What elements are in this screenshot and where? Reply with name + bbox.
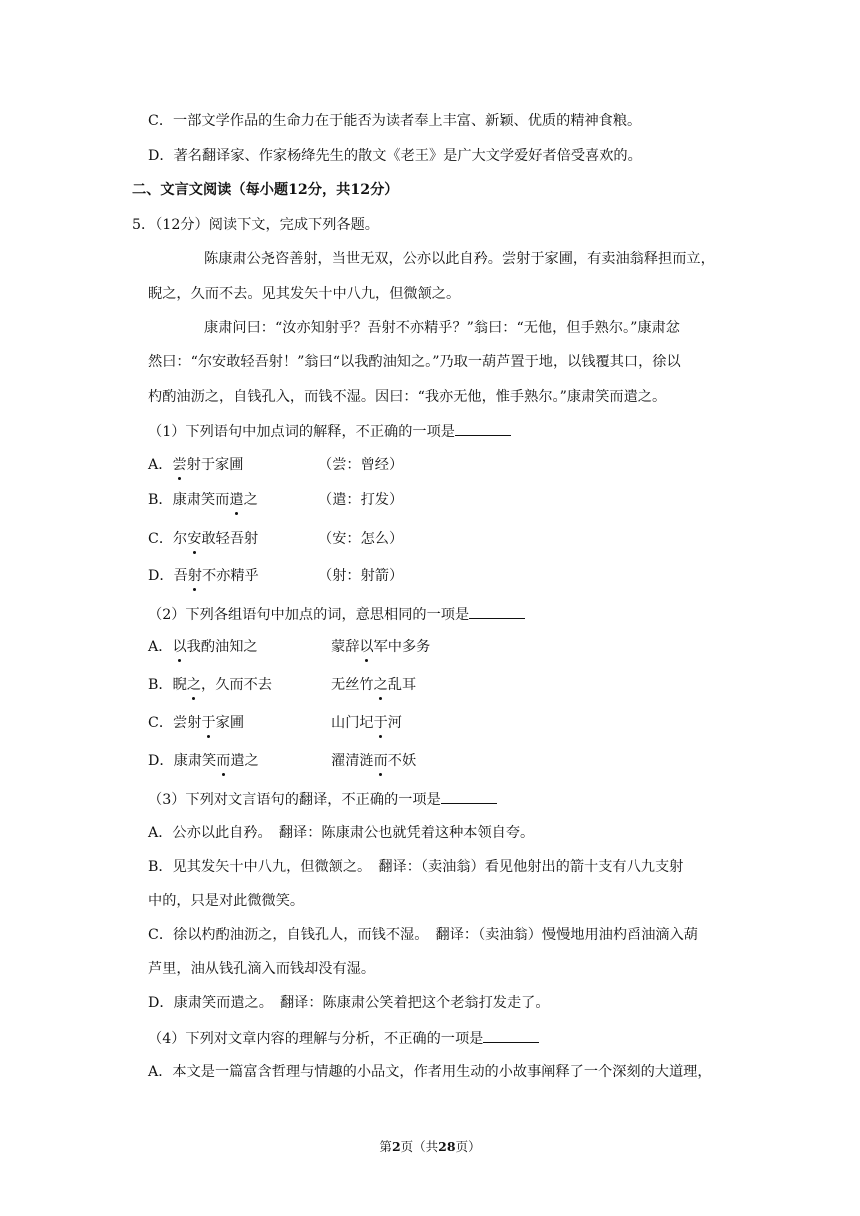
passage-p1-line2: 睨之，久而不去。见其发矢十中八九，但微颔之。: [148, 286, 461, 302]
option-text: 敢轻吾射: [201, 531, 259, 547]
q3-option-c-line2: 芦里，油从钱孔滴入而钱却没有湿。: [148, 961, 376, 977]
q1-option-d: [148, 566, 259, 586]
option-prefix: A．: [148, 639, 173, 655]
subquestion-2: [148, 604, 525, 625]
option-prefix: C．尝射: [148, 715, 202, 731]
option-text: 我酌油知之: [186, 639, 258, 655]
q2-option-c-left: [148, 713, 244, 733]
subquestion-4-text: （4）下列对文章内容的理解与分析，不正确的一项是: [148, 1031, 484, 1047]
q2-option-d-right: [331, 751, 416, 771]
subquestion-3: [148, 789, 497, 810]
dotted-word: 于: [373, 715, 388, 731]
passage-p2-line3: 杓酌油沥之，自钱孔入，而钱不湿。因曰：“我亦无他，惟手熟尔。”康肃笑而遣之。: [148, 389, 667, 405]
dotted-word: 而: [216, 753, 231, 769]
option-text: 之: [243, 492, 258, 508]
answer-blank: [469, 604, 525, 619]
subquestion-2-text: （2）下列各组语句中加点的词，意思相同的一项是: [148, 607, 470, 623]
option-prefix: D．康肃笑: [148, 753, 217, 769]
q1-option-d-note: （射：射箭）: [318, 568, 404, 584]
section-heading: 二、文言文阅读（每小题12分，共12分）: [132, 182, 399, 198]
option-text: 无丝竹: [331, 677, 374, 693]
page-number: 2: [391, 1139, 401, 1154]
q2-option-b-right: [331, 675, 416, 695]
option-text: 河: [387, 715, 402, 731]
page-footer: [0, 1137, 860, 1155]
dotted-word: 之: [186, 677, 202, 693]
answer-blank: [441, 789, 497, 804]
question-5-stem: 5．（12分）阅读下文，完成下列各题。: [132, 217, 379, 233]
q2-option-c-right: [331, 713, 402, 733]
q2-option-b-left: [148, 675, 272, 695]
option-text: 不妖: [387, 753, 417, 769]
option-text: 军中多务: [373, 639, 431, 655]
q2-option-d-left: [148, 751, 259, 771]
option-text: 蒙辞: [331, 639, 360, 655]
q3-option-b-line1: B．见其发矢十中八九，但微颔之。 翻译：（卖油翁）看见他射出的箭十支有八九支射: [148, 859, 684, 875]
subquestion-1-text: （1）下列语句中加点词的解释，不正确的一项是: [148, 424, 455, 440]
footer-text: 第: [379, 1139, 392, 1154]
dotted-word: 以: [359, 639, 374, 655]
subquestion-4: [148, 1028, 539, 1049]
q1-option-c: [148, 529, 258, 549]
option-text: 射于家圃: [186, 457, 244, 473]
q2-option-a-right: [331, 637, 430, 657]
total-pages: 28: [438, 1139, 456, 1154]
option-text: 不亦精乎: [201, 568, 259, 584]
option-prefix: A．: [148, 457, 173, 473]
q3-option-b-line2: 中的，只是对此微微笑。: [148, 893, 305, 909]
dotted-word: 遣: [229, 492, 244, 508]
option-text: ，久而不去: [201, 677, 272, 693]
footer-text: 页（共: [400, 1139, 439, 1154]
dotted-word: 而: [373, 753, 388, 769]
option-text: 乱耳: [387, 677, 417, 693]
subquestion-1: [148, 421, 511, 442]
option-prefix: B．睨: [148, 677, 187, 693]
passage-p2-line1: 康肃问曰：“汝亦知射乎？吾射不亦精乎？”翁曰：“无他，但手熟尔。”康肃忿: [204, 320, 680, 336]
q3-option-d: D．康肃笑而遣之。 翻译：陈康肃公笑着把这个老翁打发走了。: [148, 995, 550, 1011]
q1-option-a: [148, 455, 243, 475]
option-c-line: C．一部文学作品的生命力在于能否为读者奉上丰富、新颖、优质的精神食粮。: [148, 113, 642, 129]
footer-text: 页）: [455, 1139, 481, 1154]
q1-option-b: [148, 490, 258, 510]
option-d-line: D．著名翻译家、作家杨绛先生的散文《老王》是广大文学爱好者倍受喜欢的。: [148, 148, 642, 164]
dotted-word: 于: [201, 715, 216, 731]
q4-option-a-line1: A．本文是一篇富含哲理与情趣的小品文，作者用生动的小故事阐释了一个深刻的大道理，: [148, 1064, 712, 1080]
option-text: 濯清涟: [331, 753, 374, 769]
q1-option-c-note: （安：怎么）: [318, 531, 404, 547]
option-prefix: C．尔: [148, 531, 188, 547]
dotted-word: 安: [187, 531, 202, 547]
q3-option-c-line1: C．徐以杓酌油沥之，自钱孔人，而钱不湿。 翻译：（卖油翁）慢慢地用油杓舀油滴入葫: [148, 927, 698, 943]
dotted-word: 之: [373, 677, 388, 693]
q2-option-a-left: [148, 637, 258, 657]
dotted-word: 射: [187, 568, 202, 584]
subquestion-3-text: （3）下列对文言语句的翻译，不正确的一项是: [148, 792, 441, 808]
dotted-word: 尝: [172, 457, 187, 473]
option-text: 山门圮: [331, 715, 374, 731]
passage-p2-line2: 然曰：“尔安敢轻吾射！”翁曰“以我酌油知之。”乃取一葫芦置于地，以钱覆其口，徐以: [148, 354, 681, 370]
dotted-word: 以: [172, 639, 187, 655]
q1-option-a-note: （尝：曾经）: [318, 457, 404, 473]
answer-blank: [483, 1028, 539, 1043]
q1-option-b-note: （遣：打发）: [318, 492, 404, 508]
option-prefix: B．康肃笑而: [148, 492, 230, 508]
option-prefix: D．吾: [148, 568, 188, 584]
answer-blank: [455, 421, 511, 436]
q3-option-a: A．公亦以此自矜。 翻译：陈康肃公也就凭着这种本领自夸。: [148, 825, 535, 841]
passage-p1-line1: 陈康肃公尧咨善射，当世无双，公亦以此自矜。尝射于家圃，有卖油翁释担而立，: [204, 251, 715, 267]
option-text: 遣之: [230, 753, 259, 769]
option-text: 家圃: [215, 715, 245, 731]
